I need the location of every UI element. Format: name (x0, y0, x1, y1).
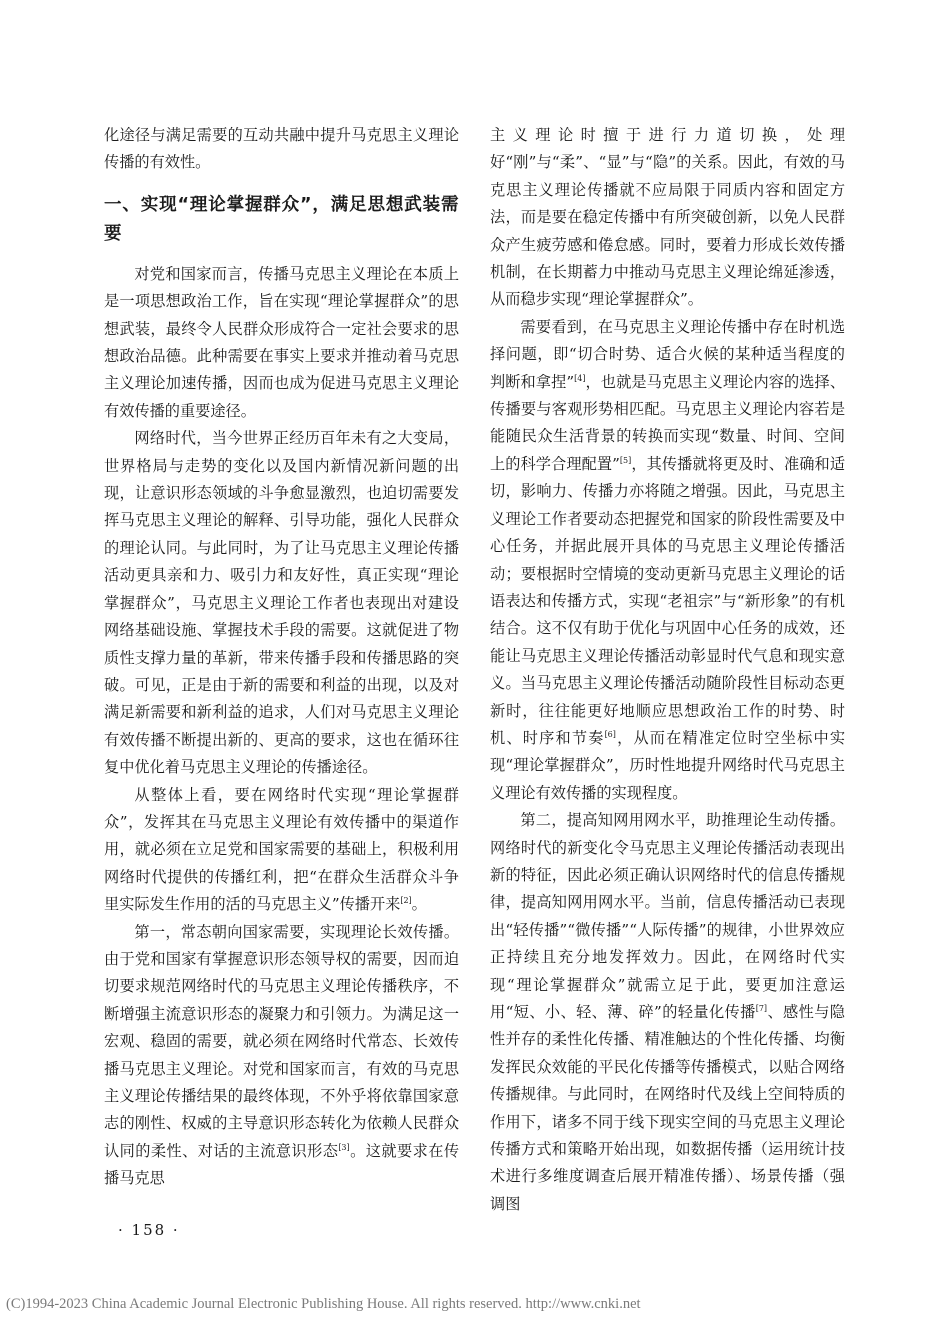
paragraph: 对党和国家而言，传播马克思主义理论在本质上是一项思想政治工作，旨在实现“理论掌握群众”的思想武装，最终令人民群众形成符合一定社会要求的思想政治品德。此种需要在事实上要求并推动着马克思主义理论加速传播，因而也成为促进马克思主义理论有效传播的重要途径。 (104, 264, 459, 420)
citation-ref: [7] (755, 1003, 768, 1013)
paragraph-text: ，从而在精准定位时空坐标中实现“理论掌握群众”，历时性地提升网络时代马克思主义理论有效传播的实现程度。 (490, 728, 846, 802)
citation-ref: [4] (574, 373, 586, 383)
paragraph (490, 314, 845, 807)
section-heading: 一、实现“理论掌握群众”，满足思想武装需要 (104, 194, 459, 244)
left-column (104, 122, 459, 1193)
paragraph-text: 需要看到，在马克思主义理论传播中存在时机选择问题，即“切合时势、适合火候的某种适当程度的判断和拿捏” (490, 317, 845, 391)
citation-ref: [5] (619, 455, 632, 465)
citation-ref: [2] (400, 896, 412, 906)
page-number: · 158 · (118, 1221, 180, 1239)
paragraph (104, 919, 459, 1193)
copyright-footer: (C)1994-2023 China Academic Journal Electronic Publishing House. All rights reserved. http://www.cnki.net (6, 1296, 641, 1312)
paragraph (104, 782, 459, 919)
paragraph-text: 。这就要求在传播马克思 (104, 1141, 460, 1188)
paragraph-text: 从整体上看，要在网络时代实现“理论掌握群众”，发挥其在马克思主义理论有效传播中的渠道作用，就必须在立足党和国家需要的基础上，积极利用网络时代提供的传播红利，把“在群众生活群众斗争里实际发生作用的活的马克思主义”传播开来 (104, 785, 459, 914)
paragraph: 主义理论时擅于进行力道切换，处理好“刚”与“柔”、“显”与“隐”的关系。因此，有效的马克思主义理论传播就不应局限于同质内容和固定方法，而是要在稳定传播中有所突破创新，以免人民群众产生疲劳感和倦怠感。同时，要着力形成长效传播机制，在长期蓄力中推动马克思主义理论绵延渗透，从而稳步实现“理论掌握群众”。 (490, 126, 845, 309)
paragraph: 化途径与满足需要的互动共融中提升马克思主义理论传播的有效性。 (104, 126, 459, 172)
paragraph: 网络时代，当今世界正经历百年未有之大变局，世界格局与走势的变化以及国内新情况新问题的出现，让意识形态领域的斗争愈显激烈，也迫切需要发挥马克思主义理论的解释、引导功能，强化人民群众的理论认同。与此同时，为了让马克思主义理论传播活动更具亲和力、吸引力和友好性，真正实现“理论掌握群众”，马克思主义理论工作者也表现出对建设网络基础设施、掌握技术手段的需要。这就促进了物质性支撑力量的革新，带来传播手段和传播思路的突破。可见，正是由于新的需要和利益的出现，以及对满足新需要和新利益的追求，人们对马克思主义理论有效传播不断提出新的、更高的要求，这也在循环往复中优化着马克思主义理论的传播途径。 (104, 429, 459, 777)
paragraph-text: 第一，常态朝向国家需要，实现理论长效传播。由于党和国家有掌握意识形态领导权的需要，因而迫切要求规范网络时代的马克思主义理论传播秩序，不断增强主流意识形态的凝聚力和引领力。为满足这一宏观、稳固的需要，就必须在网络时代常态、长效传播马克思主义理论。对党和国家而言，有效的马克思主义理论传播结果的最终体现，不外乎将依靠国家意志的刚性、权威的主导意识形态转化为依赖人民群众认同的柔性、对话的主流意识形态 (104, 922, 459, 1160)
right-column (490, 122, 845, 1218)
paragraph (490, 807, 845, 1218)
citation-ref: [3] (338, 1142, 350, 1152)
paragraph-text: 。 (411, 895, 427, 914)
paragraph-text: 第二，提高知网用网水平，助推理论生动传播。网络时代的新变化令马克思主义理论传播活动表现出新的特征，因此必须正确认识网络时代的信息传播规律，提高知网用网水平。当前，信息传播活动已表现出“轻传播”“微传播”“人际传播”的规律，小世界效应正持续且充分地发挥效力。因此，在网络时代实现“理论掌握群众”就需立足于此，要更加注意运用“短、小、轻、薄、碎”的轻量化传播 (490, 811, 845, 1021)
paragraph-text: 、感性与隐性并存的柔性化传播、精准触达的个性化传播、均衡发挥民众效能的平民化传播等传播模式，以贴合网络传播规律。与此同时，在网络时代及线上空间特质的作用下，诸多不同于线下现实空间的马克思主义理论传播方式和策略开始出现，如数据传播（运用统计技术进行多维度调查后展开精准传播）、场景传播（强调图 (490, 1003, 845, 1213)
citation-ref: [6] (604, 729, 616, 739)
paragraph-text: ，其传播就将更及时、准确和适切，影响力、传播力亦将随之增强。因此，马克思主义理论工作者要动态把握党和国家的阶段性需要及中心任务，并据此展开具体的马克思主义理论传播活动；要根据时空情境的变动更新马克思主义理论的话语表达和传播方式，实现“老祖宗”与“新形象”的有机结合。这不仅有助于优化与巩固中心任务的成效，还能让马克思主义理论传播活动彰显时代气息和现实意义。当马克思主义理论传播活动随阶段性目标动态更新时，往往能更好地顺应思想政治工作的时势、时机、时序和节奏 (490, 454, 846, 747)
paragraph-text: ，也就是马克思主义理论内容的选择、传播要与客观形势相匹配。马克思主义理论内容若是能随民众生活背景的转换而实现“数量、时间、空间上的科学合理配置” (490, 372, 846, 473)
